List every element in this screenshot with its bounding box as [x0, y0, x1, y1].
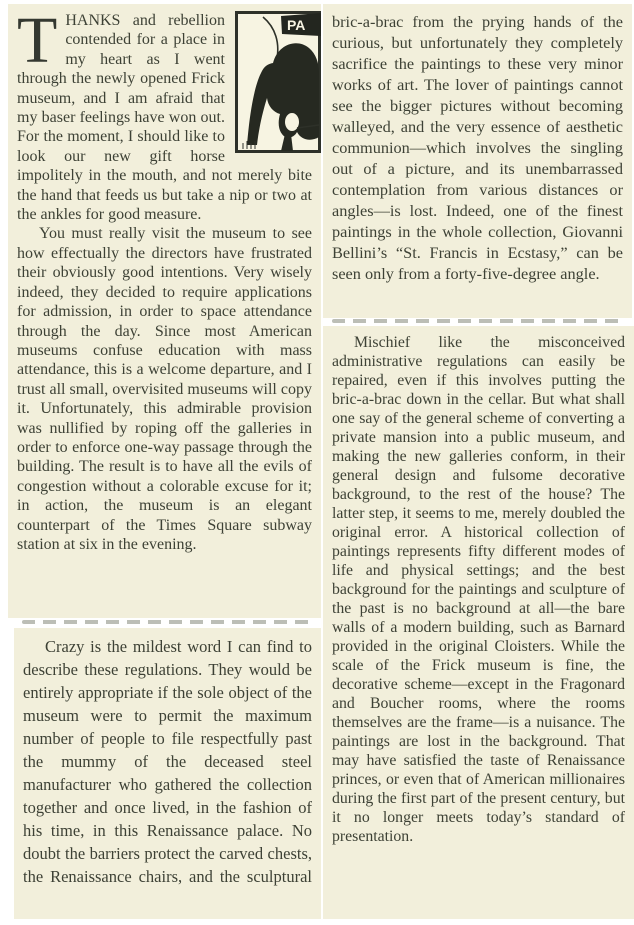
print-remnant-left — [22, 620, 312, 624]
paragraph-opening-text: HANKS and rebellion contended for a place in my heart as I went through the newly opened Frick museum, and I am afraid that my baser feelings have won out. For the moment, I should like to look our new gift horse impolitely in the mouth, and not merely bite the hand that feeds us but take a nip or two at the ankles for good measure. — [17, 12, 312, 224]
sign-text: PA — [287, 17, 306, 33]
paragraph-mischief: Mischief like the misconceived administrative regulations can easily be repaired, even if this involves putting the bric-a-brac down in the cellar. But what shall one say of the general scheme of converting a private mansion into a public museum, and making the new galleries conform, in their general design and fulsome decorative background, to the rest of the house? The latter step, it seems to me, merely doubled the original error. A historical collection of paintings represents fifty different modes of life and physical settings; and the best background for the paintings and sculpture of the past is no background at all—the bare walls of a modern building, such as Barnard provided in the original Cloisters. While the scale of the Frick museum is fine, the decorative scheme—except in the Fragonard and Boucher rooms, where the rooms themselves are the frame—is a nuisance. The paintings are lost in the background. That may have satisfied the taste of Renaissance princes, or even that of American millionaires during the first part of the present century, but it no longer meets today’s standard of presentation. — [332, 334, 625, 845]
paragraph-crazy: Crazy is the mildest word I can find to describe these regulations. They would be entirely appropriate if the sole object of the museum were to permit the maximum number of people to file respectfully past the mummy of the deceased steel manufacturer who gathered the collection together and once lived, in the fashion of his time, in this Renaissance palace. No doubt the barriers protect the carved chests, the Renaissance chairs, and the sculptural — [23, 637, 312, 886]
text-block-left-2 — [14, 628, 321, 919]
print-remnant-right — [332, 319, 622, 323]
text-block-left-1 — [8, 4, 321, 618]
text-block-right-2 — [323, 326, 634, 919]
drop-cap: T — [17, 4, 58, 77]
gift-horse-drawing-icon — [235, 11, 321, 153]
gift-horse-illustration — [235, 11, 321, 153]
hand-shape — [285, 113, 299, 131]
text-block-right-1 — [323, 4, 632, 318]
paragraph-bric-a-brac: bric-a-brac from the prying hands of the curious, but unfortunately they completely sacrifice the paintings to these very minor works of art. The lover of paintings cannot see the bigger pictures without becoming walleyed, and the very essence of aesthetic communion—which involves the singling out of a picture, and its unembarrassed contemplation from various distances or angles—is lost. Indeed, one of the finest paintings in the whole collection, Giovanni Bellini’s “St. Francis in Ecstasy,” can be seen only from a forty-five-degree angle. — [332, 12, 623, 283]
paragraph-visit: You must really visit the museum to see how effectually the directors have frustrated their obviously good intentions. Very wisely indeed, they decided to require applications for admission, in order to space attendance through the day. Since most American museums confuse education with mass attendance, this is a welcome departure, and I trust all small, overvisited museums will copy it. Unfortunately, this admirable provision was nullified by roping off the galleries in order to enforce one-way passage through the building. The result is to have all the evils of congestion without a colorable excuse for it; in action, the museum is an elegant counterpart of the Times Square subway station at six in the evening. — [17, 225, 312, 553]
